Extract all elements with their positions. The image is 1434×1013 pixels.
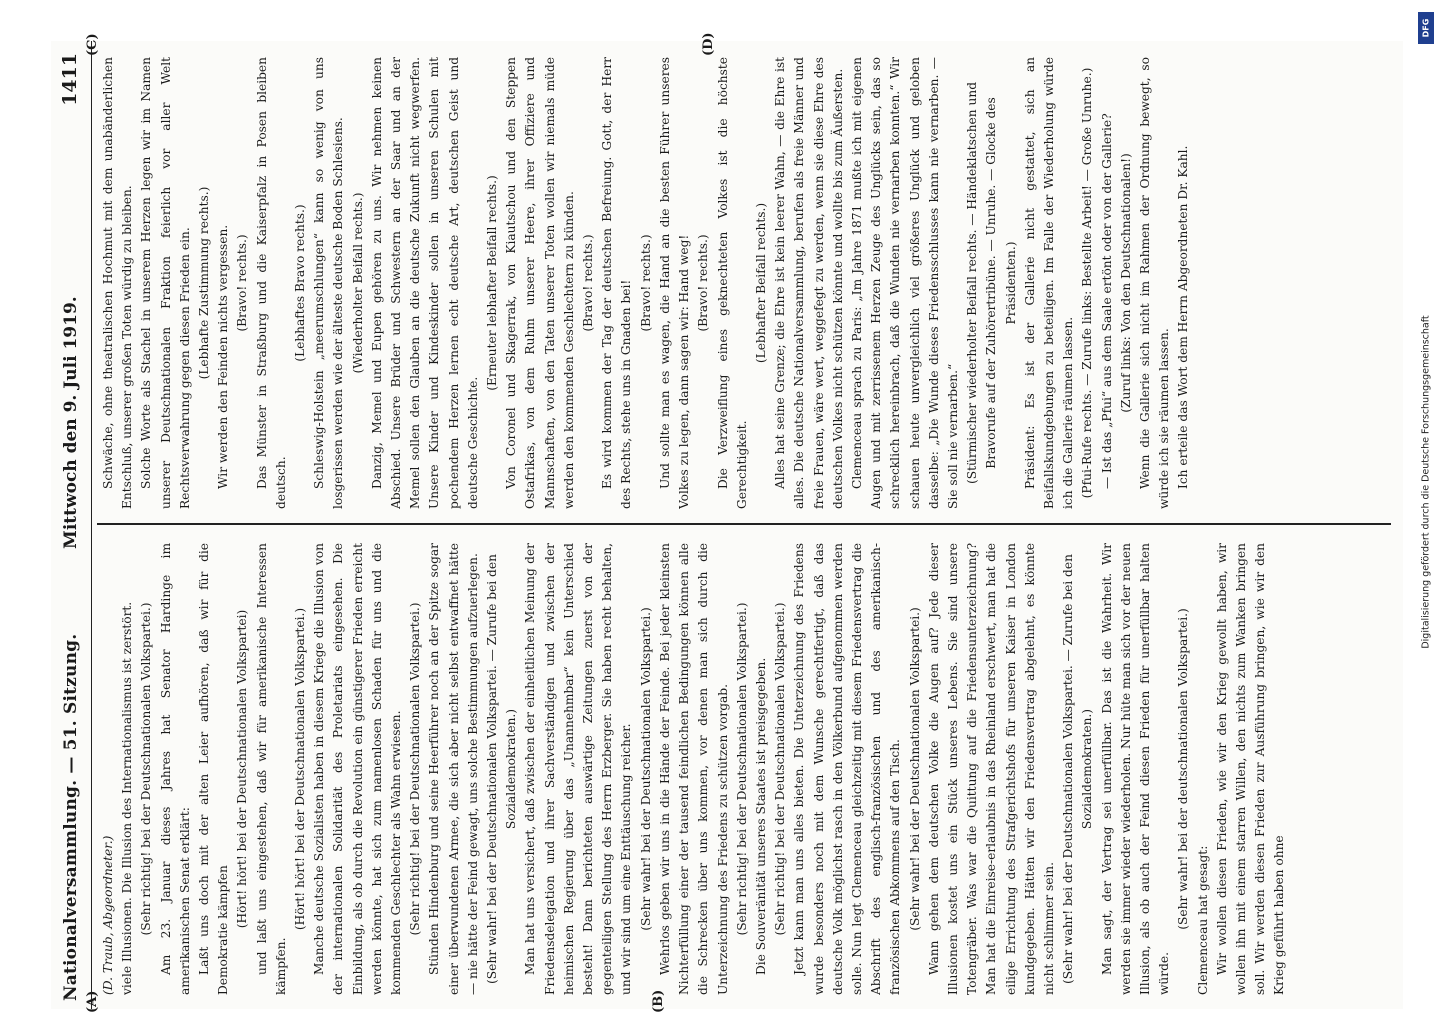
interjection-paragraph: (Sehr richtig! bei der Deutschnationalen Volkspartei.) xyxy=(773,602,788,936)
text-paragraph: Clemenceau hat gesagt: xyxy=(1195,845,1210,995)
scanned-page xyxy=(51,32,1403,1013)
margin-marker-a: (A) xyxy=(85,990,100,1013)
interjection-paragraph: (Lebhafter Beifall rechts.) xyxy=(753,202,768,364)
speaker-line: (D. Traub, Abgeordneter.) xyxy=(101,835,115,995)
right-text-column xyxy=(99,57,1389,509)
text-paragraph: Von Coronel und Skagerrak, von Kiautschou und den Steppen Ostafrikas, von dem Ruhm unserer Heere, ihrer Offiziere und Mannschaften, von den Taten unserer Toten wollen wir niemals müde werden den kommenden Geschlechtern zu künden. xyxy=(504,57,576,509)
interjection-paragraph: (Bravo! rechts.) xyxy=(581,234,596,332)
text-paragraph: Schleswig-Holstein „meerumschlungen“ kann so wenig von uns losgerissen werden wie der älteste deutsche Boden Schlesiens. xyxy=(312,57,346,509)
text-paragraph: Das Münster in Straßburg und die Kaiserpfalz in Posen bleiben deutsch. xyxy=(254,57,288,509)
page-number: 1411 xyxy=(59,53,81,106)
interjection-paragraph: (Sehr richtig! bei der Deutschnationalen Volkspartei.) xyxy=(139,602,154,936)
margin-marker-d: (D) xyxy=(701,32,716,56)
interjection-paragraph: (Bravo! rechts.) xyxy=(696,234,711,332)
text-paragraph: Schwäche, ohne theatralischen Hochmut mit dem unabänderlichen Entschluß, unserer großen Toten würdig zu bleiben. xyxy=(101,57,135,509)
interjection-paragraph: (Hört! hört! bei der Deutschnationalen Volkspartei) xyxy=(235,609,250,929)
interjection-paragraph: (Sehr wahr! bei der Deutschnationalen Volkspartei. — Zurufe bei den Sozialdemokraten.) xyxy=(485,554,519,984)
text-paragraph: Stünden Hindenburg und seine Heerführer noch an der Spitze sogar einer überwundenen Armee, die sich aber nicht selbst entwaffnet hätte — nie hätte der Feind gewagt, uns solche Bestimmungen aufzuerlegen. xyxy=(427,543,480,995)
header-date: Mittwoch den 9. Juli 1919. xyxy=(61,296,81,549)
text-paragraph: Am 23. Januar dieses Jahres hat Senator Hardinge im amerikanischen Senat erklärt: xyxy=(158,543,192,995)
left-text-column xyxy=(99,543,1389,995)
text-paragraph: Wann gehen dem deutschen Volke die Augen auf? Jede dieser Illusionen kostet uns ein Stück unseres Lebens. Sie sind unsere Totengräber. Was war die Quittung auf die Friedensunterzeichnung? Man hat die Einreise-erlaubnis in das Rheinland erschwert, man hat die eilige Errichtung des Strafgerichtshofs für unseren Kaiser in London kundgegeben. Hätten wir den Friedensvertrag abgelehnt, es könnte nicht schlimmer sein. xyxy=(926,543,1056,995)
interjection-paragraph: (Zuruf links: Von den Deutschnationalen!) xyxy=(1118,153,1133,413)
interjection-paragraph: (Bravo! rechts.) xyxy=(235,234,250,332)
page-header xyxy=(51,41,92,1009)
interjection-paragraph: (Sehr wahr! bei der deutschnationalen Volkspartei.) xyxy=(1176,608,1191,930)
text-paragraph: Clemenceau sprach zu Paris: „Im Jahre 1871 mußte ich mit eigenen Augen und mit zerrissenem Herzen Zeuge des Unglücks sein, das so schrecklich hereinbrach, daß die Wunden nie vernarben konnten.“ Wir schauen heute unvergleichlich viel größeres Unglück und geloben dasselbe: „Die Wunde dieses Friedensschlusses kann nie vernarben. — Sie soll nie vernarben.“ xyxy=(849,57,960,509)
text-paragraph: Die Verzweiflung eines geknechteten Volkes ist die höchste Gerechtigkeit. xyxy=(715,57,749,509)
interjection-paragraph: (Hört! hört! bei der Deutschnationalen Volkspartei.) xyxy=(293,607,308,931)
margin-marker-c: (C) xyxy=(85,33,100,56)
text-paragraph: Danzig, Memel und Eupen gehören zu uns. Wir nehmen keinen Abschied. Unsere Brüder und Schwestern an der Saar und an der Memel sollen den Glauben an die deutsche Zukunft nicht wegwerfen. Unsere Kinder und Kindeskinder sollen in unseren Schulen mit pochendem Herzen lernen echt deutsche Art, deutschen Geist und deutsche Geschichte. xyxy=(369,57,480,509)
dfg-logo xyxy=(1418,12,1434,44)
interjection-paragraph: (Wiederholter Beifall rechts.) xyxy=(350,192,365,374)
interjection-paragraph: (Lebhaftes Bravo rechts.) xyxy=(293,204,308,362)
text-paragraph: und laßt uns eingestehen, daß wir für amerikanische Interessen kämpfen. xyxy=(254,543,288,995)
interjection-paragraph: (Sehr wahr! bei der Deutschnationalen Volkspartei.) xyxy=(638,607,653,931)
text-paragraph: Ich erteile das Wort dem Herrn Abgeordneten Dr. Kahl. xyxy=(1176,145,1191,489)
text-paragraph: Jetzt kann man uns alles bieten. Die Unterzeichnung des Friedens wurde besonders noch mit dem Wunsche gerechtfertigt, daß das deutsche Volk möglichst rasch in den Völkerbund aufgenommen werden solle. Nun legt Clemenceau gleichzeitig mit diesem Friedensvertrag die Abschrift des englisch-französischen und des amerikanisch-französischen Abkommens auf den Tisch. xyxy=(792,543,903,995)
interjection-paragraph: (Lebhafte Zustimmung rechts.) xyxy=(197,186,212,380)
text-paragraph: Präsident: Es ist der Gallerie nicht gestattet, sich an Beifallskundgebungen zu beteiligen. Im Falle der Wiederholung würde ich die Gallerie räumen lassen. xyxy=(1022,57,1076,509)
text-paragraph: Alles hat seine Grenze; die Ehre ist kein leerer Wahn, — die Ehre ist alles. Die deutsche Nationalversammlung, berufen als freie Männer und freie Frauen, wäre wert, weggefegt zu werden, wenn sie diese Ehre des deutschen Volkes nicht schützen könnte und wollte bis zum Äußersten. xyxy=(773,57,845,509)
text-paragraph: Die Souveränität unseres Staates ist preisgegeben. xyxy=(753,657,768,975)
interjection-paragraph: (Sehr richtig! bei der Deutschnationalen Volkspartei.) xyxy=(734,602,749,936)
text-paragraph: Man hat uns versichert, daß zwischen der einheitlichen Meinung der Friedensdelegation und ihrer Sachverständigen und zwischen der heimischen Regierung über das „Unannehmbar“ kein Unterschied besteht! Dann berichteten auswärtige Zeitungen zuerst von der gegenteiligen Stellung des Herrn Erzberger. Sie haben recht behalten, und wir sind um eine Enttäuschung reicher. xyxy=(523,543,634,995)
text-paragraph: Laßt uns doch mit der alten Leier aufhören, daß wir für die Demokratie kämpfen xyxy=(197,543,231,995)
dfg-logo-text: DFG xyxy=(1421,18,1431,38)
text-paragraph: — Ist das „Pfui“ aus dem Saale ertönt oder von der Gallerie? xyxy=(1099,113,1114,489)
interjection-paragraph: (Bravo! rechts.) xyxy=(638,234,653,332)
text-paragraph: viele Illusionen. Die Illusion des Internationalismus ist zerstört. xyxy=(120,601,135,995)
text-paragraph: Es wird kommen der Tag der deutschen Befreiung. Gott, der Herr des Rechts, stehe uns in Gnaden bei! xyxy=(600,57,634,509)
text-paragraph: Solche Worte als Stachel in unserem Herzen legen wir im Namen unserer Deutschnationalen Fraktion feierlich vor aller Welt Rechtsverwahrung gegen diesen Frieden ein. xyxy=(139,57,192,509)
interjection-paragraph: (Stürmischer wiederholter Beifall rechts. — Händeklatschen und Bravorufe auf der Zuhörertribüne. — Unruhe. — Glocke des Präsidenten.) xyxy=(965,82,1018,485)
text-paragraph: Wenn die Gallerie sich nicht im Rahmen der Ordnung bewegt, so würde ich sie räumen lassen. xyxy=(1137,57,1172,509)
text-paragraph: Manche deutsche Sozialisten haben in diesem Kriege die Illusion von der internationalen Solidarität des Proletariats eingesehen. Die Einbildung, als ob durch die Revolution ein günstigerer Frieden erreicht werden könnte, hat sich zum namenlosen Schaden für uns und die kommenden Geschlechter als Wahn erwiesen. xyxy=(312,543,404,995)
text-paragraph: Wehrlos geben wir uns in die Hände der Feinde. Bei jeder kleinsten Nichterfüllung einer der tausend feindlichen Bedingungen können alle die Schrecken über uns kommen, vor denen man sich durch die Unterzeichnung des Friedens zu schützen vorgab. xyxy=(657,543,730,995)
text-paragraph: Und sollte man es wagen, die Hand an die besten Führer unseres Volkes zu legen, dann sagen wir: Hand weg! xyxy=(657,57,692,509)
column-divider xyxy=(97,524,1391,526)
text-paragraph: Wir werden den Feinden nichts vergessen. xyxy=(216,224,231,489)
margin-marker-b: (B) xyxy=(651,989,666,1013)
text-paragraph: Wir wollen diesen Frieden, wie wir den Krieg gewollt haben, wir wollen ihn mit einem starren Willen, den nichts zum Wanken bringen soll. Wir werden diesen Frieden zur Ausführung bringen, wie wir den Krieg geführt haben ohne xyxy=(1214,543,1287,995)
interjection-paragraph: (Sehr wahr! bei der Deutschnationalen Volkspartei. — Zurufe bei den Sozialdemokraten.) xyxy=(1061,554,1095,984)
digitization-note xyxy=(1418,12,1434,988)
digitization-credit: Digitalisierung gefördert durch die Deutsche Forschungsgemeinschaft xyxy=(1420,315,1432,649)
header-assembly-session: Nationalversammlung. — 51. Sitzung. xyxy=(61,633,81,1001)
interjection-paragraph: (Pfui-Rufe rechts. — Zurufe links: Bestellte Arbeit! — Große Unruhe.) xyxy=(1080,67,1095,499)
interjection-paragraph: (Sehr richtig! bei der Deutschnationalen Volkspartei.) xyxy=(408,602,423,936)
text-paragraph: Man sagt, der Vertrag sei unerfüllbar. Das ist die Wahrheit. Wir werden sie immer wieder wiederholen. Nur hüte man sich vor der neuen Illusion, als ob auch der Feind diesen Frieden für unerfüllbar halten würde. xyxy=(1099,543,1172,995)
interjection-paragraph: (Sehr wahr! bei der Deutschnationalen Volkspartei.) xyxy=(907,607,922,931)
interjection-paragraph: (Erneuter lebhafter Beifall rechts.) xyxy=(485,175,500,391)
